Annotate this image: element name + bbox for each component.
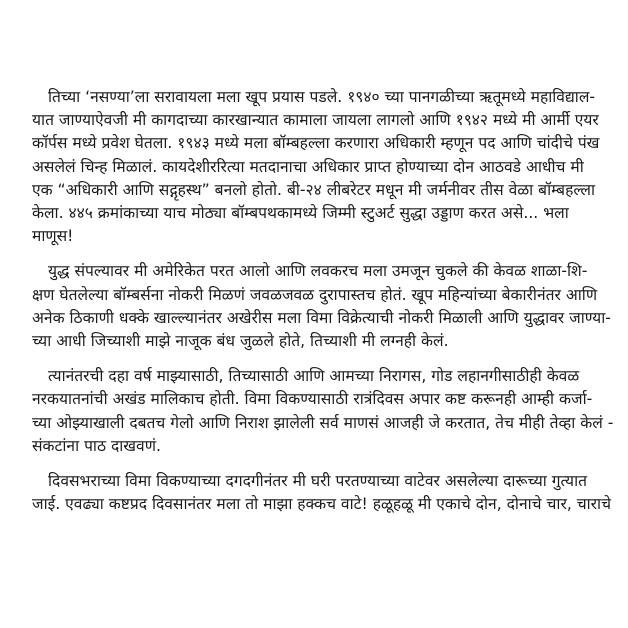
paragraph-3: [32, 365, 616, 458]
text-line: संकटांना पाठ दाखवणं.: [32, 436, 161, 455]
text-line: कॉर्पस मध्ये प्रवेश घेतला. १९४३ मध्ये मला बॉम्बहल्ला करणारा अधिकारी म्हणून पद आणि चांदीचे पंख: [32, 134, 600, 153]
text-line: नरकयातनांची अखंड मालिकाच होती. विमा विकण्यासाठी रात्रंदिवस अपार कष्ट करूनही आम्ही कर्जा-: [32, 390, 593, 409]
paragraph-1: [32, 86, 616, 248]
text-line: दिवसभराच्या विमा विकण्याच्या दगदगीनंतर मी घरी परतण्याच्या वाटेवर असलेल्या दारूच्या गुत्यात: [48, 472, 588, 491]
text-line: युद्ध संपल्यावर मी अमेरिकेत परत आलो आणि लवकरच मला उमजून चुकले की केवळ शाळा-शि-: [48, 262, 588, 281]
document-page: [32, 86, 616, 528]
paragraph-4: [32, 470, 616, 516]
text-line: त्यानंतरची दहा वर्ष माझ्यासाठी, तिच्यासाठी आणि आमच्या निरागस, गोड लहानगीसाठीही केवळ: [48, 367, 580, 386]
text-line: अनेक ठिकाणी धक्के खाल्ल्यानंतर अखेरीस मला विमा विक्रेत्याची नोकरी मिळाली आणि युद्धावर जाण्या-: [32, 308, 611, 327]
text-line: च्या ओझ्याखाली दबतच गेलो आणि निराश झालेली सर्व माणसं आजही जे करतात, तेच मीही तेव्हा केलं -: [32, 413, 614, 432]
text-line: क्षण घेतलेल्या बॉम्बर्सना नोकरी मिळणं जवळजवळ दुरापास्तच होतं. खूप महिन्यांच्या बेकारीनंतर आणि: [32, 285, 598, 304]
text-line: तिच्या ‘नसण्या’ला सरावायला मला खूप प्रयास पडले. १९४० च्या पानगळीच्या ऋतूमध्ये महाविद्याल-: [48, 88, 596, 106]
text-line: यात जाण्याऐवजी मी कागदाच्या कारखान्यात कामाला जायला लागलो आणि १९४२ मध्ये मी आर्मी एयर: [32, 111, 599, 130]
text-line: असलेलं चिन्ह मिळालं. कायदेशीररित्या मतदानाचा अधिकार प्राप्त होण्याच्या दोन आठवडे आधीच मी: [32, 157, 584, 176]
paragraph-2: [32, 260, 616, 353]
text-line: जाई. एवढ्या कष्टप्रद दिवसानंतर मला तो माझा हक्कच वाटे! हळूहळू मी एकाचे दोन, दोनाचे चार, चाराचे: [32, 495, 611, 514]
text-line: च्या आधी जिच्याशी माझे नाजूक बंध जुळले होते, तिच्याशी मी लग्नही केलं.: [32, 332, 449, 351]
text-line: एक “अधिकारी आणि सद्गृहस्थ” बनलो होतो. बी-२४ लीबरेटर मधून मी जर्मनीवर तीस वेळा बॉम्बहल्ला: [32, 180, 595, 199]
text-line: केला. ४४५ क्रमांकाच्या याच मोठ्या बॉम्बपथकामध्ये जिम्मी स्टुअर्ट सुद्धा उड्डाण करत असे... भला: [32, 204, 569, 223]
text-line: माणूस!: [32, 227, 74, 246]
